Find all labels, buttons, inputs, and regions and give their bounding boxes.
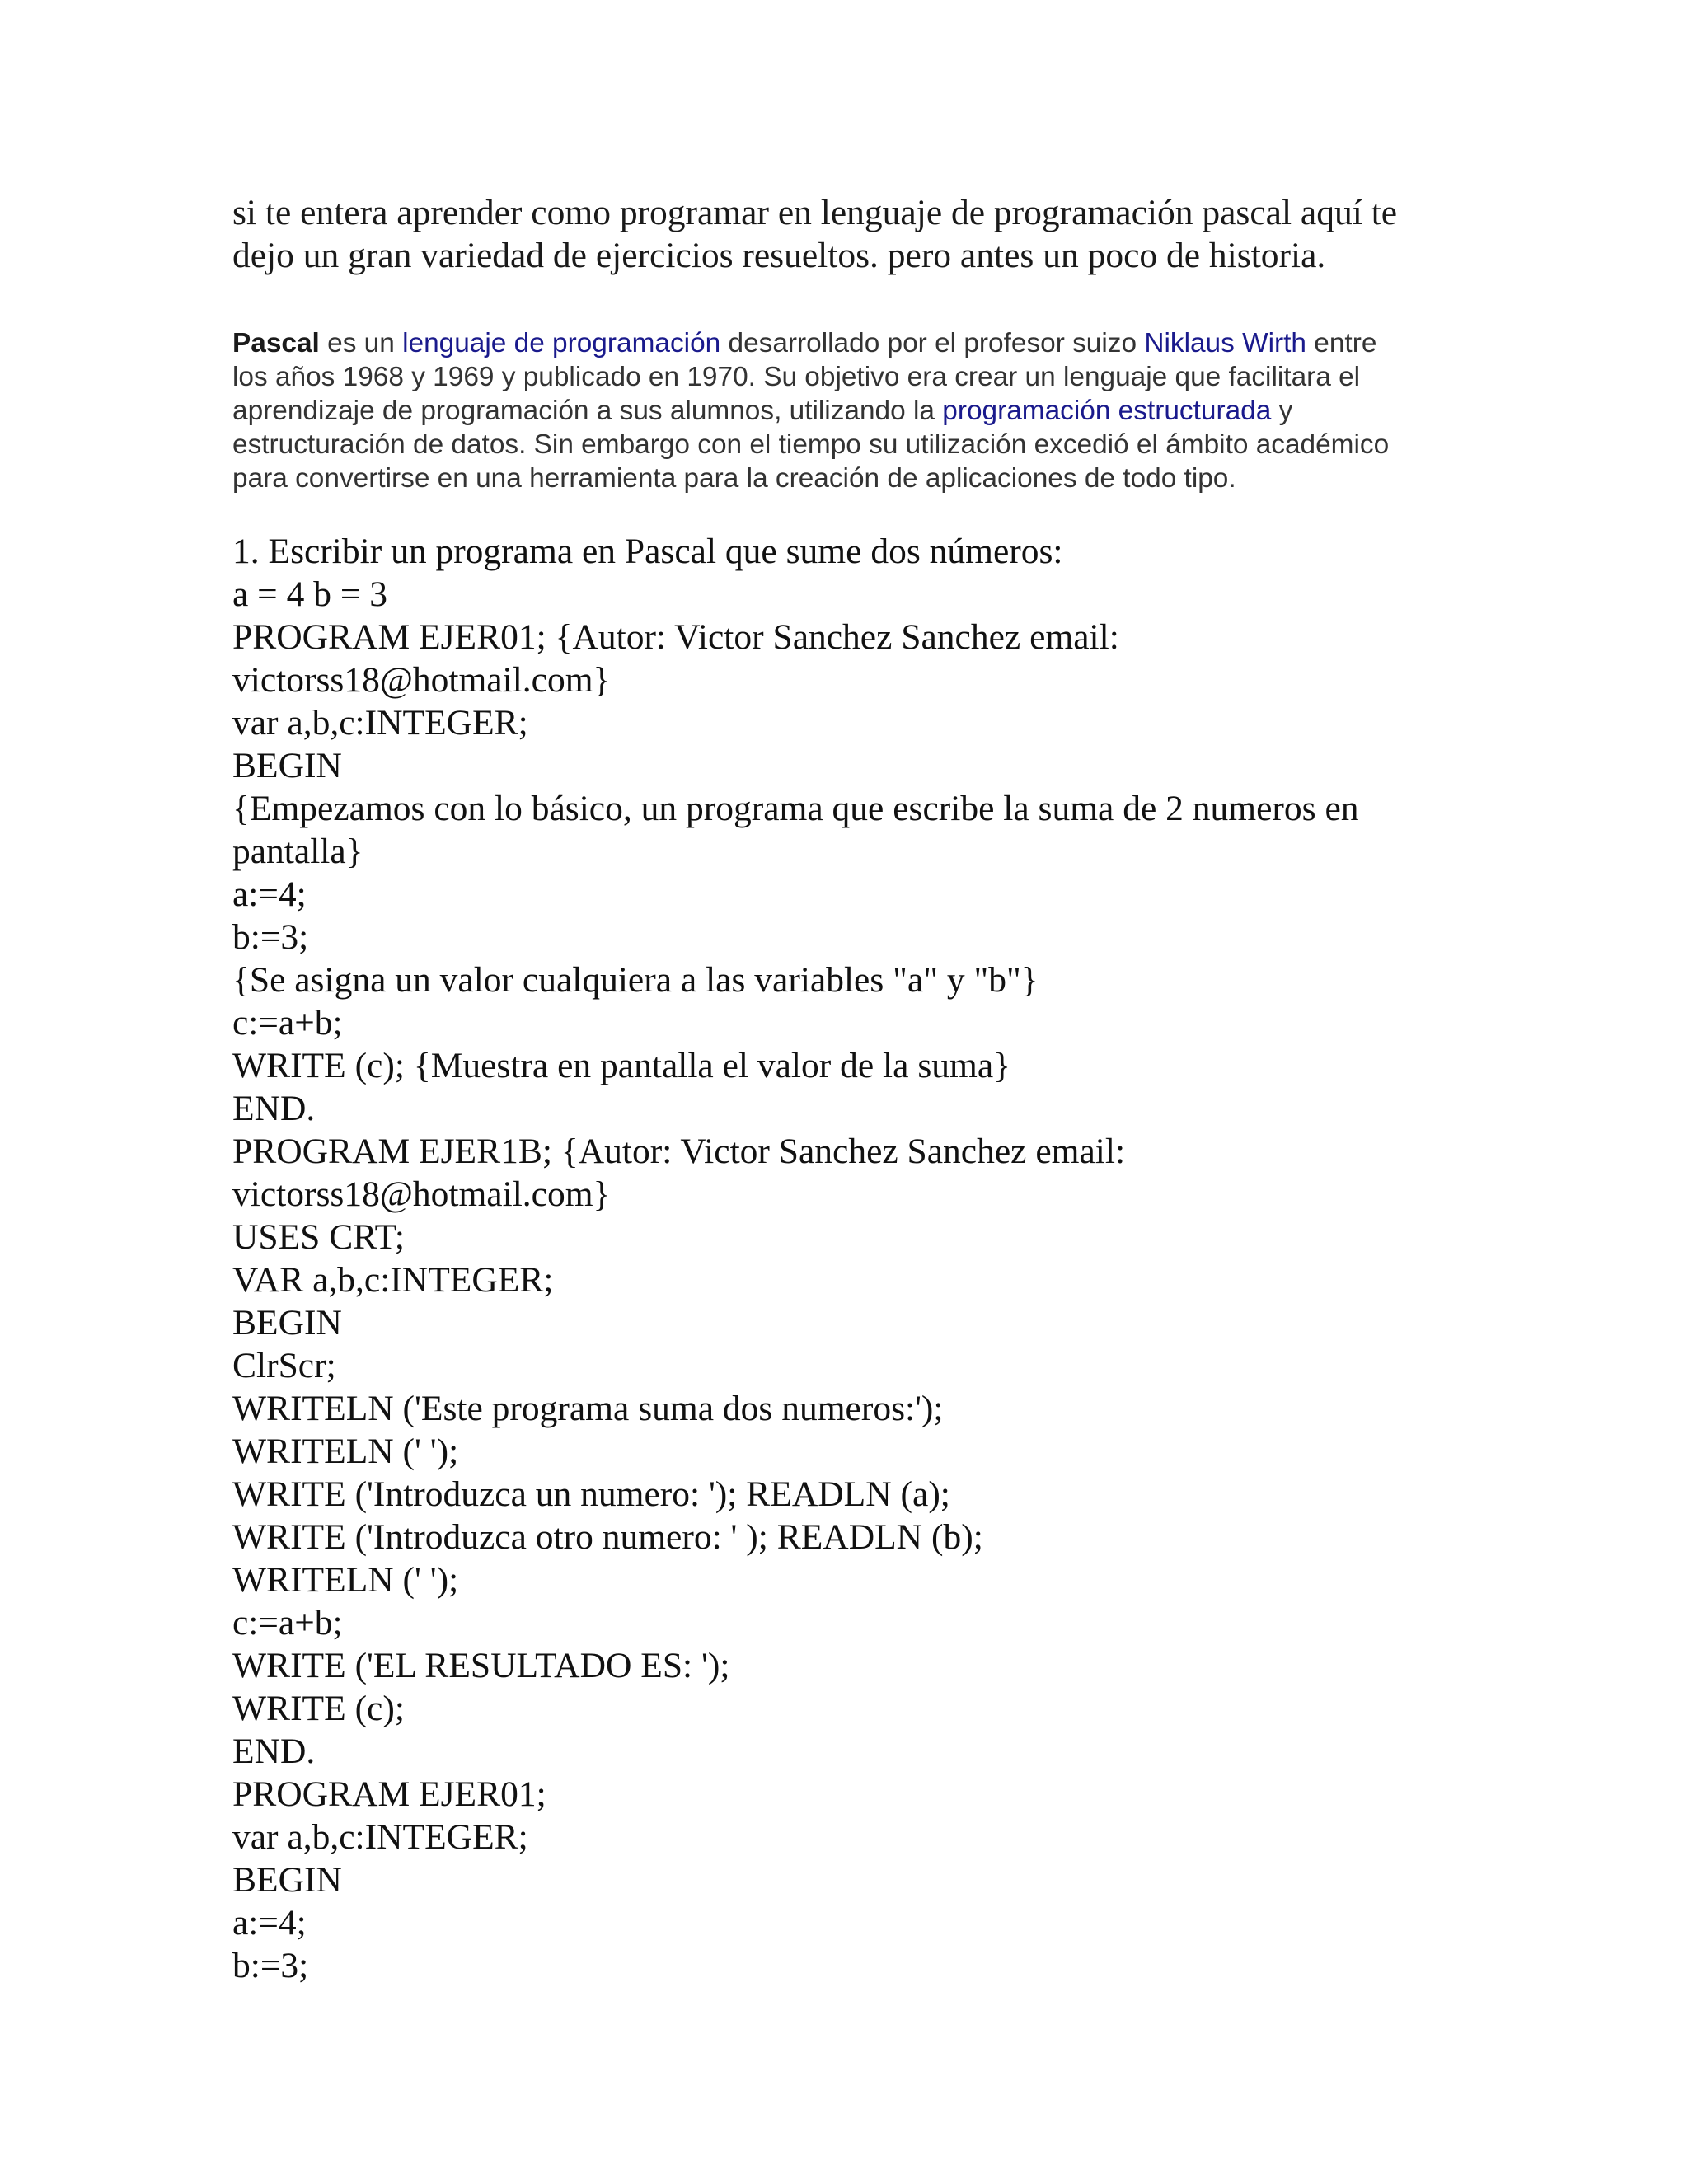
code-line: pantalla} (232, 832, 363, 871)
code-line: a:=4; (232, 1903, 307, 1943)
history-line (232, 326, 1469, 360)
code-line: var a,b,c:INTEGER; (232, 703, 528, 743)
code-line: BEGIN (232, 1860, 342, 1900)
code-line: b:=3; (232, 1946, 309, 1985)
code-line: a = 4 b = 3 (232, 574, 387, 614)
history-text: aprendizaje de programación a sus alumnos, utilizando la (232, 396, 943, 426)
code-line: WRITELN (' '); (232, 1432, 459, 1471)
link-lenguaje-de-programacion[interactable]: lenguaje de programación (402, 328, 721, 359)
code-line: c:=a+b; (232, 1603, 343, 1643)
history-text: es un (319, 328, 403, 359)
code-line: END. (232, 1732, 316, 1771)
code-line: PROGRAM EJER01; (232, 1774, 546, 1814)
history-paragraph (232, 326, 1469, 495)
code-line: END. (232, 1089, 316, 1128)
code-line: var a,b,c:INTEGER; (232, 1817, 528, 1857)
history-text: y (1271, 396, 1293, 426)
document-page (232, 191, 1469, 1987)
code-line: WRITELN ('Este programa suma dos numeros:'); (232, 1389, 944, 1428)
code-line: PROGRAM EJER1B; {Autor: Victor Sanchez Sanchez email: (232, 1132, 1126, 1171)
code-line: PROGRAM EJER01; {Autor: Victor Sanchez Sanchez email: (232, 617, 1119, 657)
code-line: ClrScr; (232, 1346, 336, 1385)
history-text: desarrollado por el profesor suizo (720, 328, 1145, 359)
link-programacion-estructurada[interactable]: programación estructurada (942, 396, 1272, 426)
code-line: WRITE (c); {Muestra en pantalla el valor de la suma} (232, 1046, 1011, 1085)
code-line: {Empezamos con lo básico, un programa que escribe la suma de 2 numeros en (232, 789, 1359, 828)
code-line: WRITE (c); (232, 1689, 405, 1728)
code-line: b:=3; (232, 917, 309, 957)
code-line: {Se asigna un valor cualquiera a las variables "a" y "b"} (232, 960, 1039, 1000)
intro-line: dejo un gran variedad de ejercicios resueltos. pero antes un poco de historia. (232, 236, 1326, 275)
pascal-term: Pascal (232, 328, 320, 359)
history-line (232, 394, 1469, 428)
code-line: WRITE ('Introduzca un numero: '); READLN (a); (232, 1474, 950, 1514)
code-line: victorss18@hotmail.com} (232, 1174, 611, 1214)
code-line: WRITE ('Introduzca otro numero: ' ); READLN (b); (232, 1517, 983, 1557)
code-line: 1. Escribir un programa en Pascal que sume dos números: (232, 532, 1063, 571)
history-line: estructuración de datos. Sin embargo con el tiempo su utilización excedió el ámbito académico (232, 429, 1390, 460)
history-line: para convertirse en una herramienta para la creación de aplicaciones de todo tipo. (232, 463, 1236, 494)
code-line: a:=4; (232, 874, 307, 914)
code-line: WRITE ('EL RESULTADO ES: '); (232, 1646, 730, 1685)
link-niklaus-wirth[interactable]: Niklaus Wirth (1144, 328, 1307, 359)
code-listing (232, 530, 1469, 1987)
code-line: victorss18@hotmail.com} (232, 660, 611, 700)
history-text: entre (1306, 328, 1377, 359)
code-line: c:=a+b; (232, 1003, 343, 1043)
code-line: BEGIN (232, 1303, 342, 1343)
code-line: BEGIN (232, 746, 342, 785)
history-line: los años 1968 y 1969 y publicado en 1970. Su objetivo era crear un lenguaje que facilitara el (232, 362, 1361, 392)
intro-line: si te entera aprender como programar en lenguaje de programación pascal aquí te (232, 193, 1398, 232)
intro-paragraph (232, 191, 1469, 277)
code-line: VAR a,b,c:INTEGER; (232, 1260, 554, 1300)
code-line: WRITELN (' '); (232, 1560, 459, 1600)
code-line: USES CRT; (232, 1217, 405, 1257)
